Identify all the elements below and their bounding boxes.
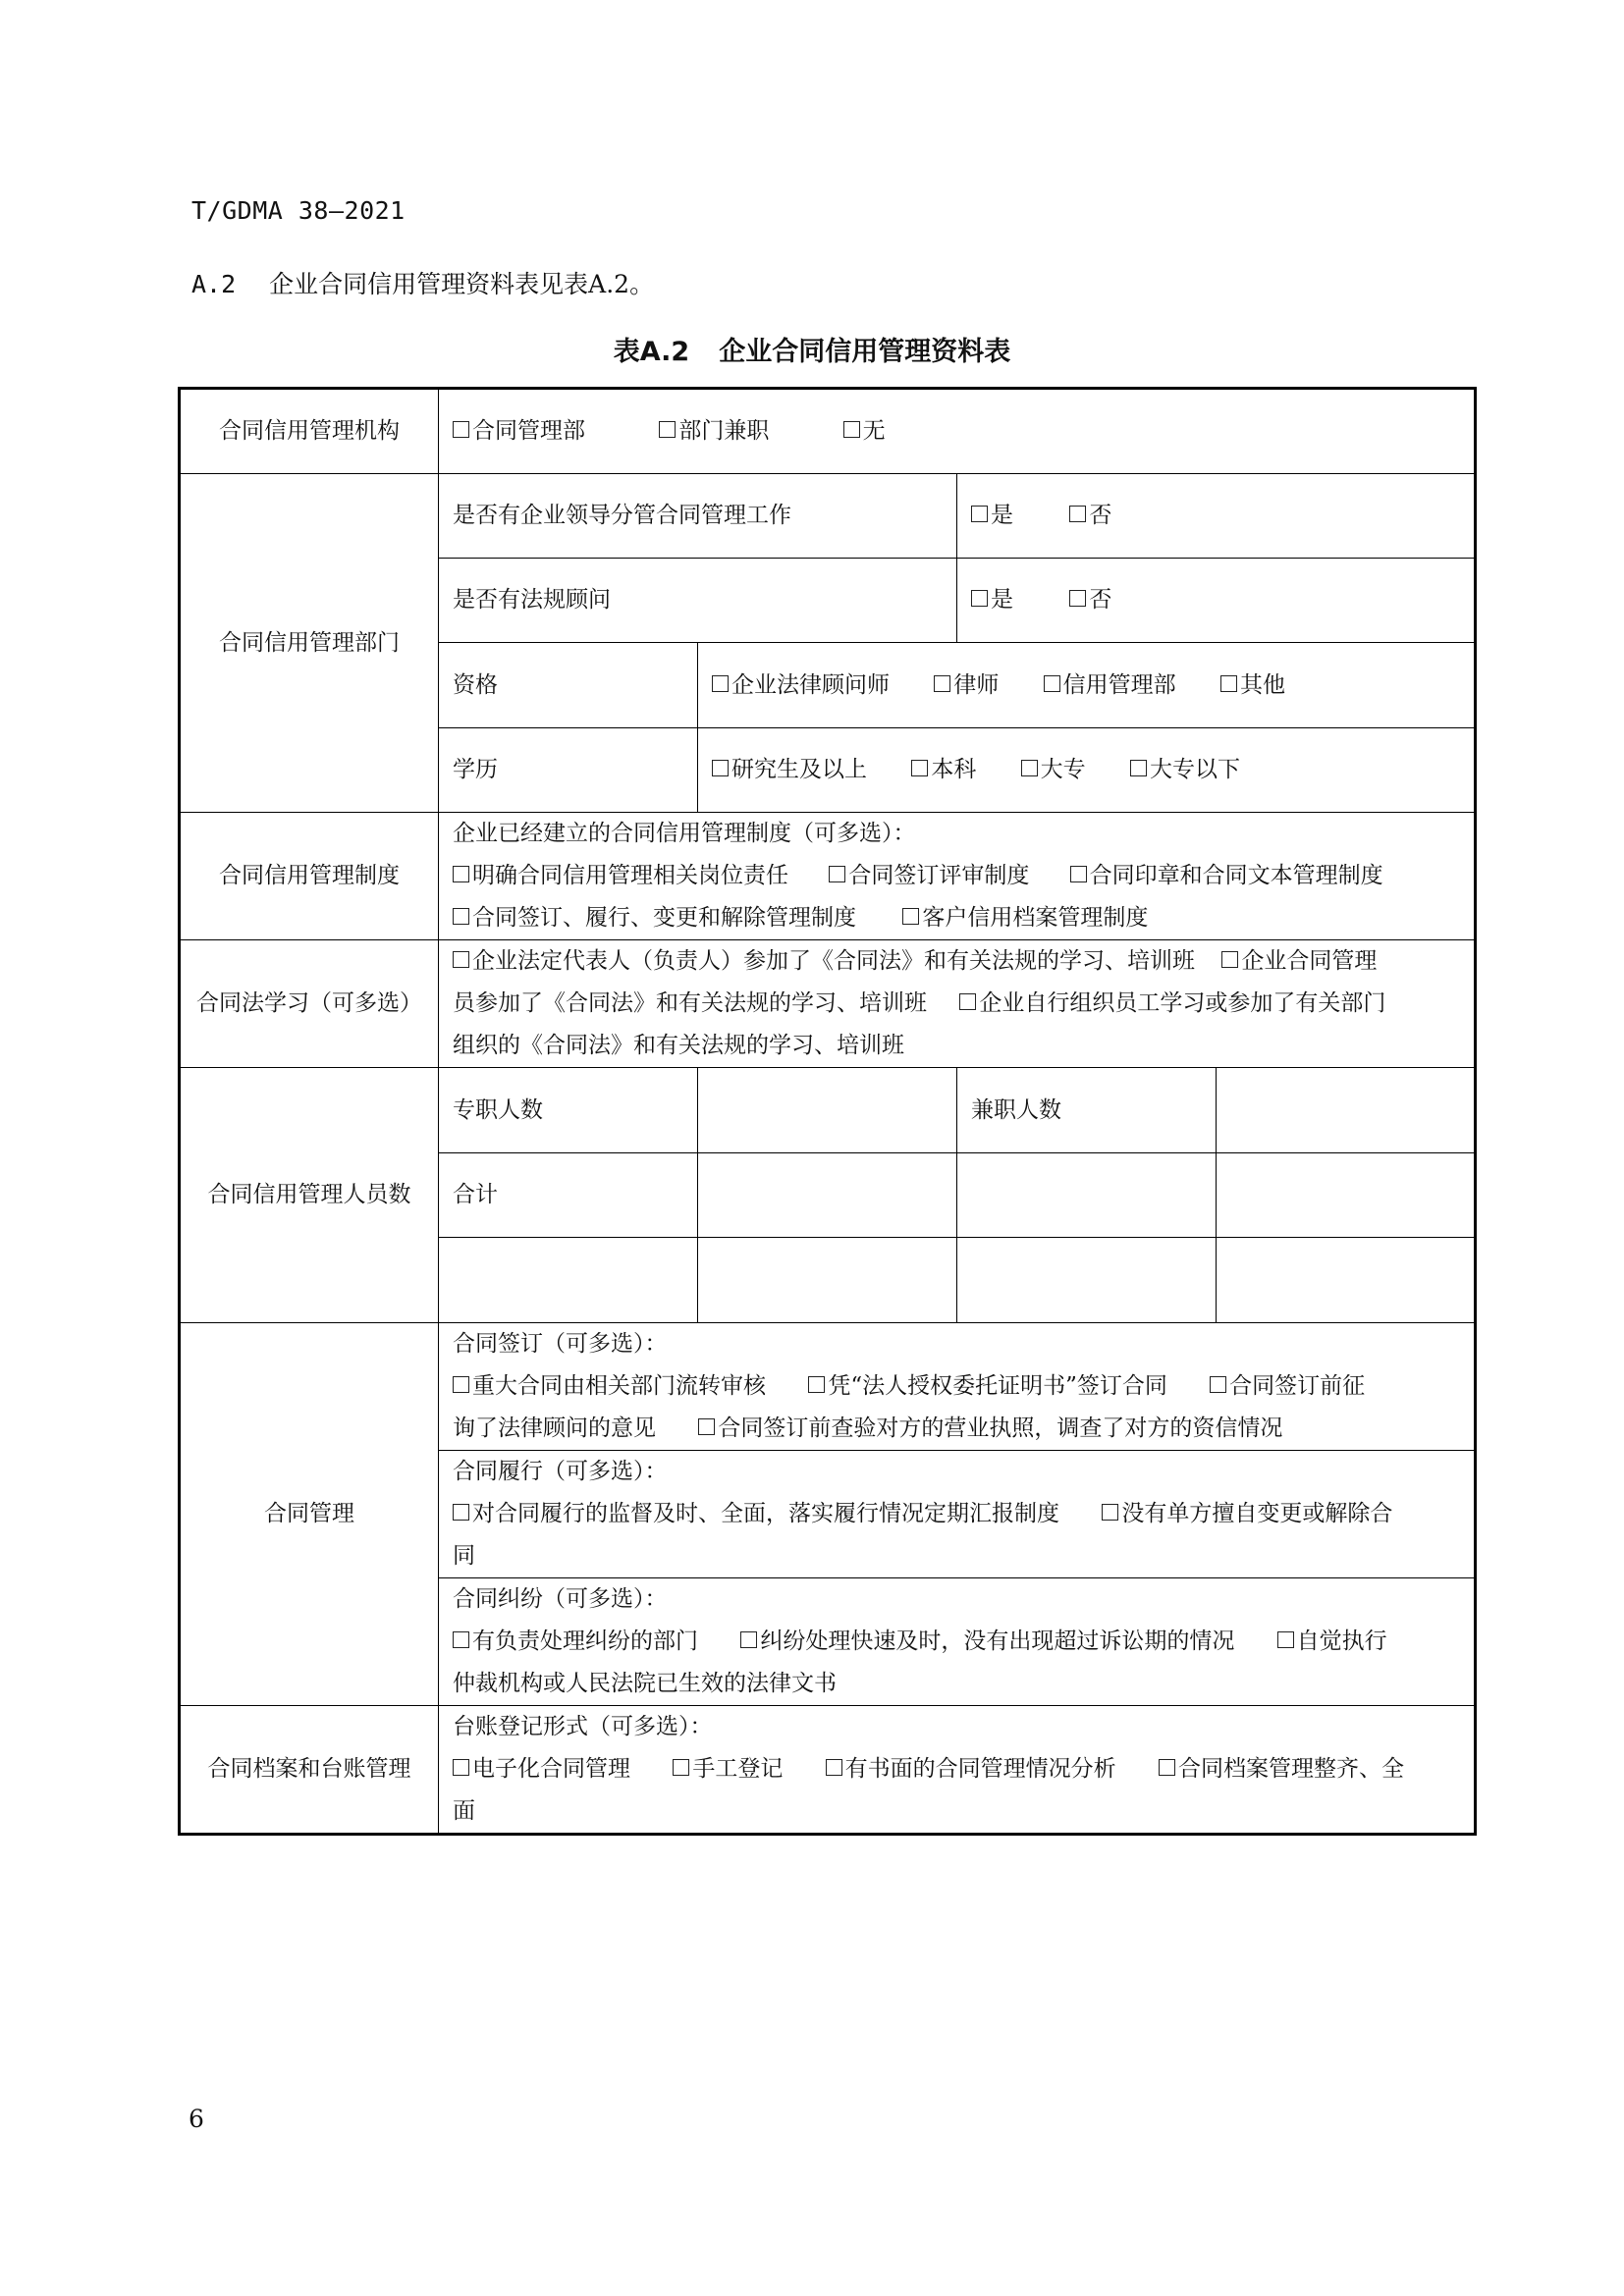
checkbox-icon[interactable] xyxy=(843,421,860,438)
checkbox-icon[interactable] xyxy=(829,866,845,882)
dispute-line-3: 仲裁机构或人民法院已生效的法律文书 xyxy=(453,1671,837,1696)
option-manual[interactable]: 手工登记 xyxy=(673,1756,783,1782)
checkbox-icon[interactable] xyxy=(453,1504,469,1521)
total-value-1[interactable] xyxy=(698,1153,957,1238)
checkbox-icon[interactable] xyxy=(1070,866,1087,882)
blank-cell[interactable] xyxy=(698,1238,957,1323)
checkbox-icon[interactable] xyxy=(453,951,469,968)
dispute-title: 合同纠纷（可多选）： xyxy=(453,1586,668,1612)
checkbox-icon[interactable] xyxy=(826,1759,842,1776)
checkbox-icon[interactable] xyxy=(971,590,988,607)
option-authorization-letter[interactable]: 凭“法人授权委托证明书”签订合同 xyxy=(808,1373,1167,1399)
option-supervision[interactable]: 对合同履行的监督及时、全面，落实履行情况定期汇报制度 xyxy=(453,1501,1059,1526)
option-bachelor[interactable]: 本科 xyxy=(911,749,976,791)
checkbox-icon[interactable] xyxy=(808,1376,825,1393)
checkbox-icon[interactable] xyxy=(1044,675,1060,692)
row-org xyxy=(180,389,1476,474)
education-options xyxy=(698,728,1476,813)
checkbox-icon[interactable] xyxy=(453,421,469,438)
fulltime-label: 专职人数 xyxy=(439,1068,698,1153)
label-archive: 合同档案和台账管理 xyxy=(180,1706,439,1835)
option-none[interactable]: 无 xyxy=(843,410,886,453)
section-a2-text xyxy=(191,265,654,300)
option-dept-review[interactable]: 重大合同由相关部门流转审核 xyxy=(453,1373,766,1399)
label-study: 合同法学习（可多选） xyxy=(180,940,439,1068)
option-fast-handling[interactable]: 纠纷处理快速及时，没有出现超过诉讼期的情况 xyxy=(740,1629,1234,1654)
checkbox-icon[interactable] xyxy=(1069,506,1086,522)
checkbox-icon[interactable] xyxy=(971,506,988,522)
checkbox-icon[interactable] xyxy=(1159,1759,1175,1776)
qualification-options xyxy=(698,643,1476,728)
checkbox-icon[interactable] xyxy=(673,1759,689,1776)
system-content xyxy=(439,813,1476,940)
table-number: 表A.2 xyxy=(613,337,690,367)
archive-line-3: 面 xyxy=(453,1798,475,1824)
option-comply-ruling[interactable]: 自觉执行 xyxy=(1277,1629,1387,1654)
performance-content xyxy=(439,1451,1476,1578)
option-post-responsibility[interactable]: 明确合同信用管理相关岗位责任 xyxy=(453,855,788,897)
education-label: 学历 xyxy=(439,728,698,813)
blank-cell[interactable] xyxy=(957,1238,1217,1323)
signing-title: 合同签订（可多选）： xyxy=(453,1331,668,1357)
label-system: 合同信用管理制度 xyxy=(180,813,439,940)
leader-answer xyxy=(957,474,1476,559)
option-self-organized-study[interactable]: 企业自行组织员工学习或参加了有关部门 xyxy=(959,990,1385,1016)
checkbox-icon[interactable] xyxy=(453,908,469,925)
checkbox-icon[interactable] xyxy=(712,675,729,692)
row-system xyxy=(180,813,1476,940)
checkbox-icon[interactable] xyxy=(959,993,976,1010)
archive-intro: 台账登记形式（可多选）： xyxy=(453,1714,713,1739)
option-seal-text-mgmt[interactable]: 合同印章和合同文本管理制度 xyxy=(1070,855,1383,897)
option-junior-college[interactable]: 大专 xyxy=(1021,749,1086,791)
option-license-check[interactable]: 合同签订前查验对方的营业执照，调查了对方的资信情况 xyxy=(698,1415,1282,1441)
option-legal-consult[interactable]: 合同签订前征 xyxy=(1210,1373,1365,1399)
checkbox-icon[interactable] xyxy=(698,1418,715,1435)
study-line-3: 组织的《合同法》和有关法规的学习、培训班 xyxy=(453,1033,904,1058)
checkbox-icon[interactable] xyxy=(1130,760,1147,776)
study-line-2a: 员参加了《合同法》和有关法规的学习、培训班 xyxy=(453,990,927,1016)
option-archive-orderly[interactable]: 合同档案管理整齐、全 xyxy=(1159,1756,1404,1782)
option-manager-study[interactable]: 企业合同管理 xyxy=(1221,948,1377,974)
contract-credit-table xyxy=(178,387,1477,1836)
row-dept-leader xyxy=(180,474,1476,559)
option-other[interactable]: 其他 xyxy=(1220,665,1285,707)
checkbox-icon[interactable] xyxy=(453,1759,469,1776)
total-value-3[interactable] xyxy=(1217,1153,1476,1238)
option-client-credit-archive[interactable]: 客户信用档案管理制度 xyxy=(902,897,1148,939)
leader-question: 是否有企业领导分管合同管理工作 xyxy=(439,474,957,559)
qualification-label: 资格 xyxy=(439,643,698,728)
checkbox-icon[interactable] xyxy=(1221,951,1238,968)
section-text: 企业合同信用管理资料表见表A.2。 xyxy=(269,270,655,298)
org-options xyxy=(439,389,1476,474)
option-contract-dept[interactable]: 合同管理部 xyxy=(453,410,585,453)
checkbox-icon[interactable] xyxy=(1021,760,1038,776)
checkbox-icon[interactable] xyxy=(740,1631,757,1648)
table-title xyxy=(0,330,1624,368)
archive-content xyxy=(439,1706,1476,1835)
parttime-label: 兼职人数 xyxy=(957,1068,1217,1153)
option-written-analysis[interactable]: 有书面的合同管理情况分析 xyxy=(826,1756,1116,1782)
option-legal-advisor[interactable]: 企业法律顾问师 xyxy=(712,665,890,707)
checkbox-icon[interactable] xyxy=(453,1376,469,1393)
option-lifecycle-mgmt[interactable]: 合同签订、履行、变更和解除管理制度 xyxy=(453,897,856,939)
label-mgmt: 合同管理 xyxy=(180,1323,439,1706)
option-lawyer[interactable]: 律师 xyxy=(934,665,999,707)
performance-title: 合同履行（可多选）： xyxy=(453,1459,668,1484)
checkbox-icon[interactable] xyxy=(1102,1504,1118,1521)
option-legal-rep-study[interactable]: 企业法定代表人（负责人）参加了《合同法》和有关法规的学习、培训班 xyxy=(453,948,1195,974)
signing-line-3: 询了法律顾问的意见 xyxy=(453,1415,656,1441)
section-number: A.2 xyxy=(191,270,237,298)
option-dispute-dept[interactable]: 有负责处理纠纷的部门 xyxy=(453,1629,698,1654)
checkbox-icon[interactable] xyxy=(1277,1631,1294,1648)
label-dept: 合同信用管理部门 xyxy=(180,474,439,813)
option-yes[interactable]: 是 xyxy=(971,579,1013,621)
dispute-content xyxy=(439,1578,1476,1706)
checkbox-icon[interactable] xyxy=(902,908,919,925)
parttime-value[interactable] xyxy=(1217,1068,1476,1153)
option-no-unilateral-change[interactable]: 没有单方擅自变更或解除合 xyxy=(1102,1501,1392,1526)
option-no[interactable]: 否 xyxy=(1069,495,1111,537)
option-no[interactable]: 否 xyxy=(1069,579,1111,621)
checkbox-icon[interactable] xyxy=(453,866,469,882)
label-staff: 合同信用管理人员数 xyxy=(180,1068,439,1323)
option-electronic[interactable]: 电子化合同管理 xyxy=(453,1756,630,1782)
label-org: 合同信用管理机构 xyxy=(180,389,439,474)
document-code: T/GDMA 38—2021 xyxy=(191,196,406,225)
row-archive xyxy=(180,1706,1476,1835)
option-below-college[interactable]: 大专以下 xyxy=(1130,749,1240,791)
checkbox-icon[interactable] xyxy=(1069,590,1086,607)
checkbox-icon[interactable] xyxy=(1220,675,1237,692)
checkbox-icon[interactable] xyxy=(712,760,729,776)
checkbox-icon[interactable] xyxy=(911,760,928,776)
checkbox-icon[interactable] xyxy=(934,675,950,692)
page-number: 6 xyxy=(189,2105,204,2133)
checkbox-icon[interactable] xyxy=(1210,1376,1226,1393)
option-credit-dept[interactable]: 信用管理部 xyxy=(1044,665,1176,707)
blank-cell[interactable] xyxy=(439,1238,698,1323)
counsel-answer xyxy=(957,559,1476,643)
fulltime-value[interactable] xyxy=(698,1068,957,1153)
blank-cell[interactable] xyxy=(1217,1238,1476,1323)
table-title-text: 企业合同信用管理资料表 xyxy=(719,337,1011,367)
signing-content xyxy=(439,1323,1476,1451)
system-intro: 企业已经建立的合同信用管理制度（可多选）： xyxy=(453,821,916,846)
option-yes[interactable]: 是 xyxy=(971,495,1013,537)
performance-line-3: 同 xyxy=(453,1543,475,1569)
row-mgmt-signing xyxy=(180,1323,1476,1451)
checkbox-icon[interactable] xyxy=(659,421,676,438)
option-graduate[interactable]: 研究生及以上 xyxy=(712,749,867,791)
option-part-time[interactable]: 部门兼职 xyxy=(659,410,769,453)
option-signing-review[interactable]: 合同签订评审制度 xyxy=(829,855,1029,897)
checkbox-icon[interactable] xyxy=(453,1631,469,1648)
total-label: 合计 xyxy=(439,1153,698,1238)
study-content xyxy=(439,940,1476,1068)
total-value-2[interactable] xyxy=(957,1153,1217,1238)
row-staff-count xyxy=(180,1068,1476,1153)
counsel-question: 是否有法规顾问 xyxy=(439,559,957,643)
row-study xyxy=(180,940,1476,1068)
